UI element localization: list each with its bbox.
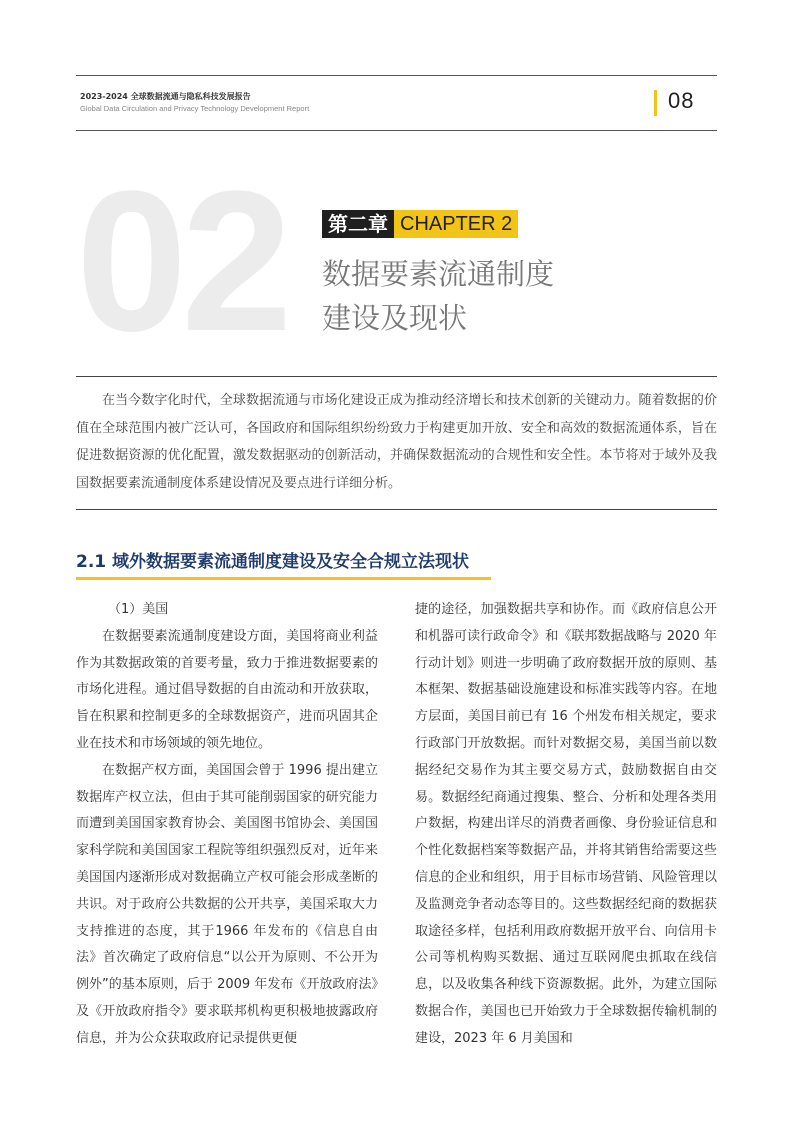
section-title: 2.1 域外数据要素流通制度建设及安全合规立法现状 [76, 552, 470, 572]
section-underline [76, 577, 491, 580]
intro-rule-bottom [76, 509, 717, 510]
report-title: 2023-2024 全球数据流通与隐私科技发展报告 [80, 92, 251, 101]
chapter-tag [322, 210, 518, 238]
body-paragraph-2: 在数据产权方面，美国国会曾于 1996 提出建立数据库产权立法，但由于其可能削弱国家的研究能力而遭到美国国家教育协会、美国图书馆协会、美国国家科学院和美国国家工程院等组织强烈反对，近年来美国国内逐渐形成对数据确立产权可能会形成垄断的共识。对于政府公共数据的公开共享，美国采取大力支持推进的态度，其于1966 年发布的《信息自由法》首次确定了政府信息“以公开为原则、不公开为例外”的基本原则，后于 2009 年发布《开放政府法》及《开放政府指令》要求联邦机构更积极地披露政府信息，并为公众获取政府记录提供更便 [76, 762, 378, 1046]
page-number-accent-bar [654, 90, 657, 116]
intro-rule-top [76, 376, 717, 377]
section-heading [76, 549, 491, 580]
body-paragraph-3: 捷的途径，加强数据共享和协作。而《政府信息公开和机器可读行政命令》和《联邦数据战略与 2020 年行动计划》则进一步明确了政府数据开放的原则、基本框架、数据基础设施建设和标准实践等内容。在地方层面，美国目前已有 16 个州发布相关规定，要求行政部门开放数据。而针对数据交易，美国当前以数据经纪交易作为其主要交易方式，鼓励数据自由交易。数据经纪商通过搜集、整合、分析和处理各类用户数据，构建出详尽的消费者画像、身份验证信息和个性化数据档案等数据产品，并将其销售给需要这些信息的企业和组织，用于目标市场营销、风险管理以及监测竞争者动态等目的。这些数据经纪商的数据获取途径多样，包括利用政府数据开放平台、向信用卡公司等机构购买数据、通过互联网爬虫抓取在线信息，以及收集各种线下资源数据。此外，为建立国际数据合作，美国也已开始致力于全球数据传输机制的建设，2023 年 6 月美国和 [415, 602, 717, 1046]
intro-paragraph: 在当今数字化时代，全球数据流通与市场化建设正成为推动经济增长和技术创新的关键动力。随着数据的价值在全球范围内被广泛认可，各国政府和国际组织纷纷致力于构建更加开放、安全和高效的数据流通体系，旨在促进数据资源的优化配置，激发数据驱动的创新活动，并确保数据流动的合规性和安全性。本节将对于域外及我国数据要素流通制度体系建设情况及要点进行详细分析。 [76, 393, 717, 491]
page-number: 08 [668, 88, 695, 113]
chapter-title-line1: 数据要素流通制度 [322, 257, 555, 291]
chapter-number-watermark: 02 [76, 150, 287, 373]
chapter-title-line2: 建设及现状 [322, 301, 468, 335]
header-rule-bottom [76, 130, 717, 131]
chapter-label-en: CHAPTER 2 [394, 210, 518, 238]
report-subtitle: Global Data Circulation and Privacy Technology Development Report [80, 104, 310, 113]
body-column-left [76, 597, 378, 1053]
chapter-title [322, 252, 554, 340]
body-paragraph-1: 在数据要素流通制度建设方面，美国将商业利益作为其数据政策的首要考量，致力于推进数据要素的市场化进程。通过倡导数据的自由流动和开放获取，旨在积累和控制更多的全球数据资产，进而巩固其企业在技术和市场领域的领先地位。 [76, 628, 378, 751]
subheading-usa: （1）美国 [108, 602, 169, 617]
header-rule-top [76, 75, 717, 76]
chapter-label-cn: 第二章 [322, 210, 394, 238]
body-column-right [415, 597, 717, 1053]
